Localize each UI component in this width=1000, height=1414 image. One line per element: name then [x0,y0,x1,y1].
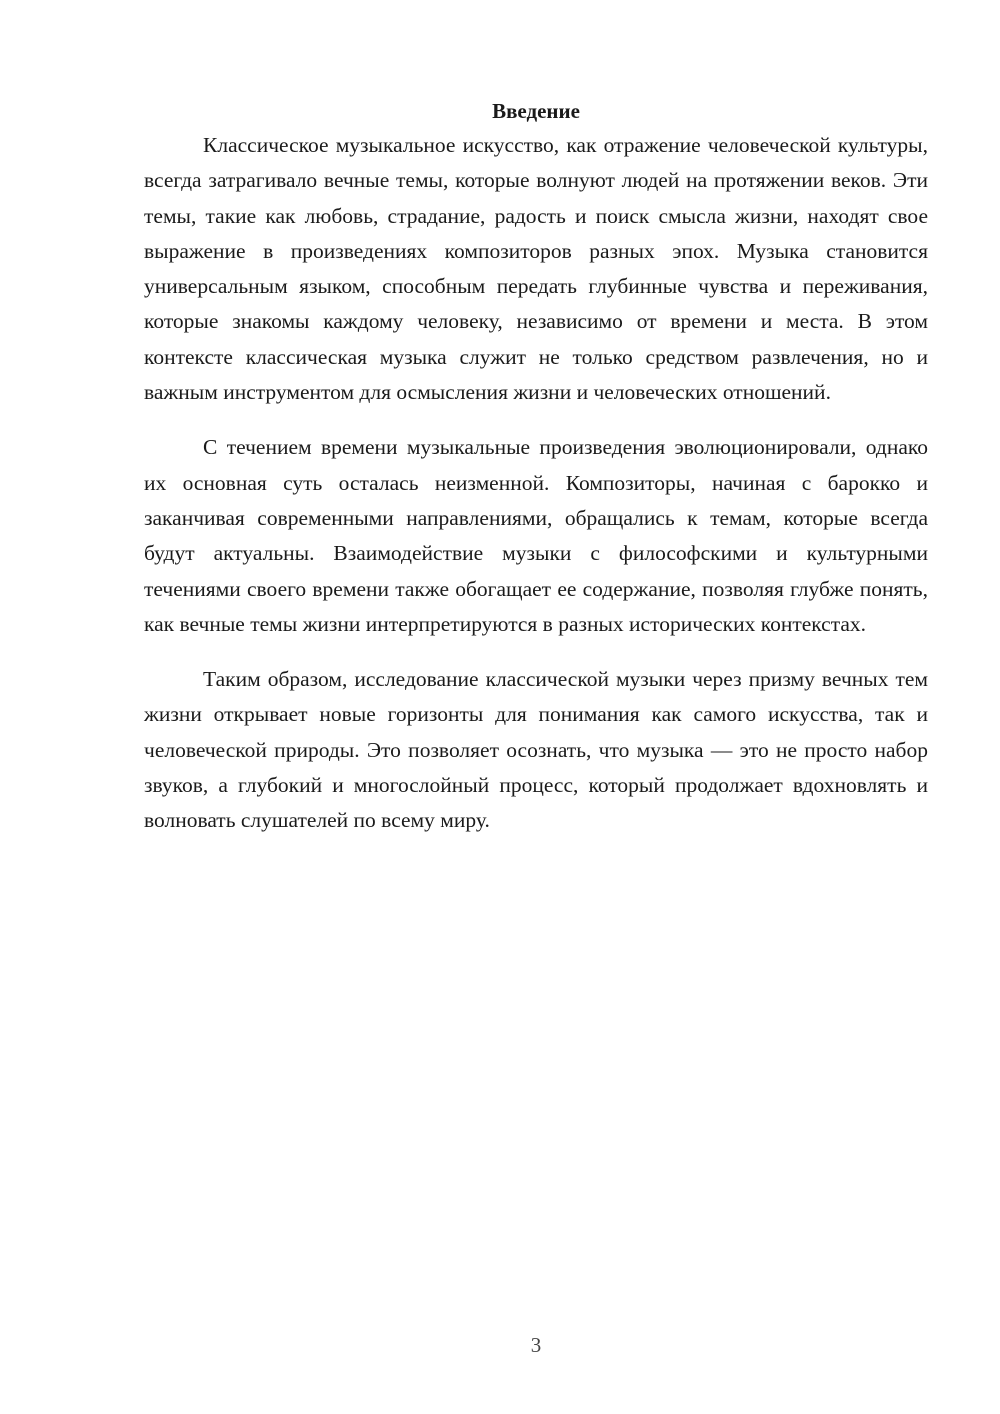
page-content [144,96,928,859]
page-number: 3 [530,1333,542,1357]
paragraph-1: Классическое музыкальное искусство, как отражение человеческой культуры, всегда затрагивало вечные темы, которые волнуют людей на протяжении веков. Эти темы, такие как любовь, страдание, радость и поиск смысла жизни, находят свое выражение в произведениях композиторов разных эпох. Музыка становится универсальным языком, способным передать глубинные чувства и переживания, которые знакомы каждому человеку, независимо от времени и места. В этом контексте классическая музыка служит не только средством развлечения, но и важным инструментом для осмысления жизни и человеческих отношений. [144,133,928,405]
section-heading: Введение [492,99,580,123]
paragraph-2: С течением времени музыкальные произведения эволюционировали, однако их основная суть осталась неизменной. Композиторы, начиная с барокко и заканчивая современными направлениями, обращались к темам, которые всегда будут актуальны. Взаимодействие музыки с философскими и культурными течениями своего времени также обогащает ее содержание, позволяя глубже понять, как вечные темы жизни интерпретируются в разных исторических контекстах. [144,435,928,636]
paragraph-3: Таким образом, исследование классической музыки через призму вечных тем жизни открывает новые горизонты для понимания как самого искусства, так и человеческой природы. Это позволяет осознать, что музыка — это не просто набор звуков, а глубокий и многослойный процесс, который продолжает вдохновлять и волновать слушателей по всему миру. [144,667,928,833]
